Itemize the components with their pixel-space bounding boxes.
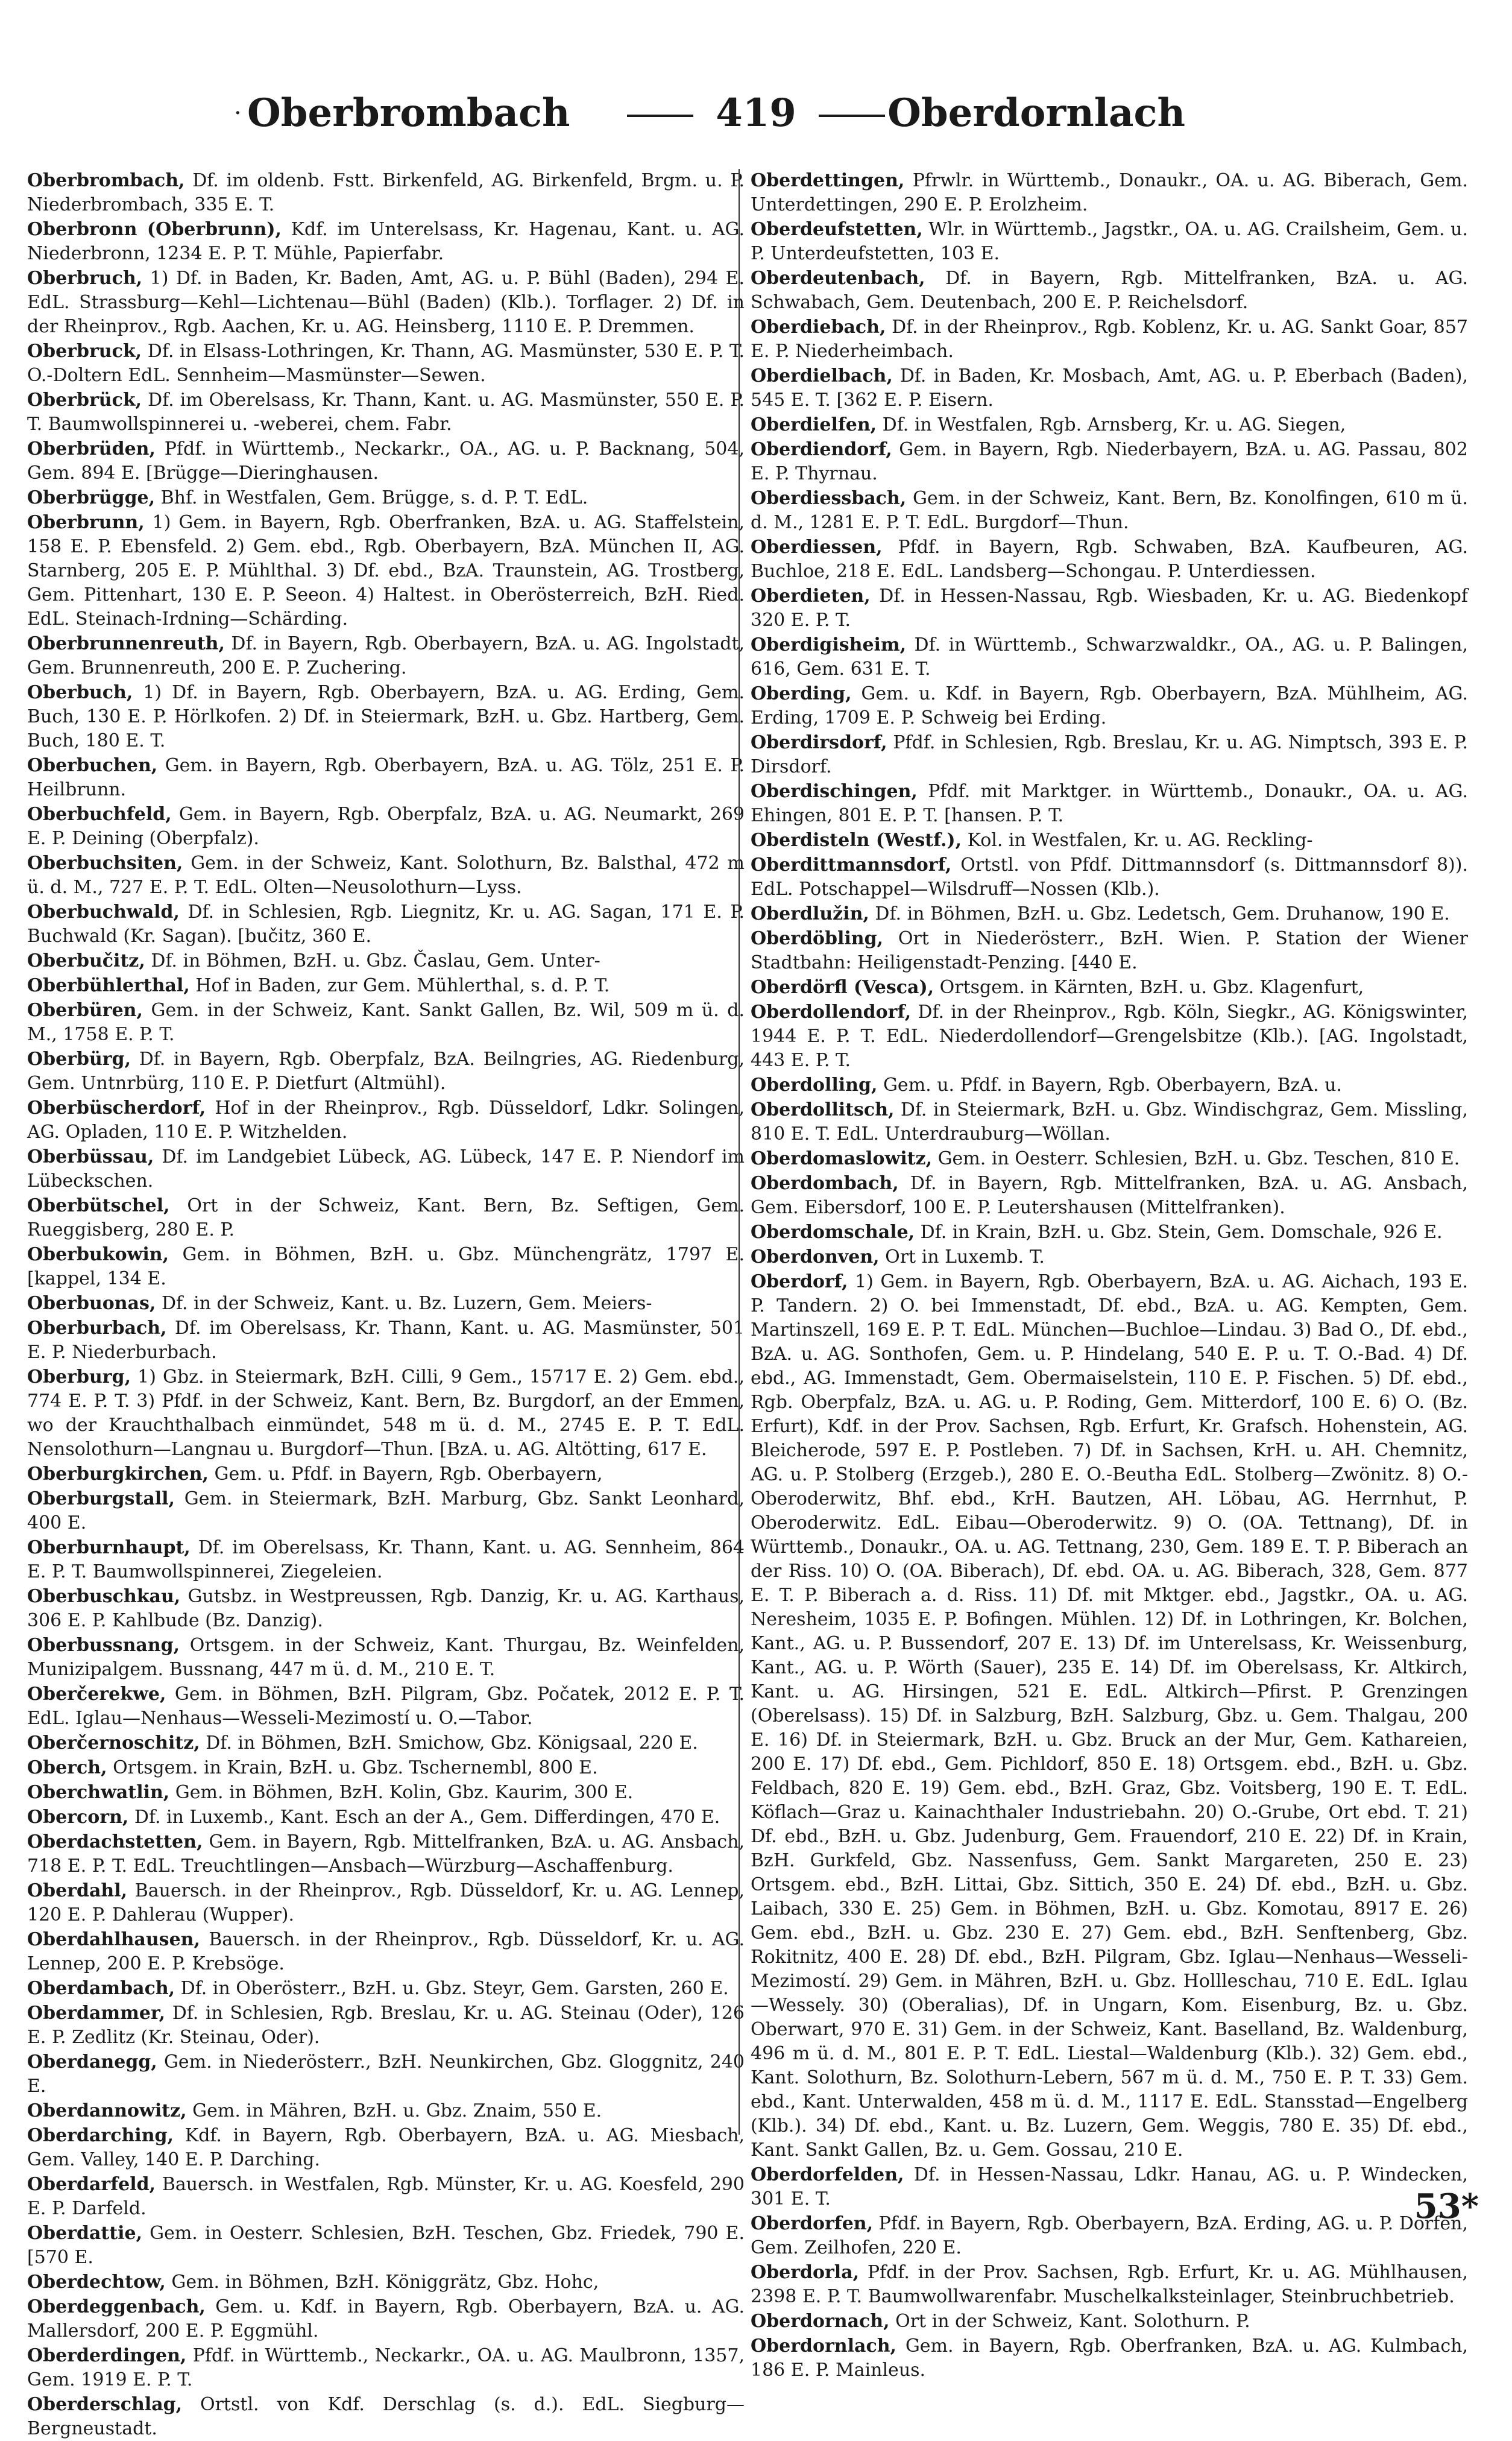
gazetteer-entry <box>751 1098 1468 1146</box>
entry-headword: Oberbrombach, <box>27 170 185 191</box>
entry-headword: Oberbussnang, <box>27 1635 180 1656</box>
gazetteer-entry <box>27 1096 745 1145</box>
gazetteer-entry <box>27 974 745 998</box>
gazetteer-entry <box>27 1830 745 1878</box>
gazetteer-entry <box>751 1270 1468 2162</box>
entry-text: Bauersch. in Westfalen, Rgb. Münster, Kr. u. AG. Koesfeld, 290 E. P. Darfeld. <box>27 2174 745 2219</box>
entry-text: Pfdf. in Bayern, Rgb. Oberbayern, BzA. Erding, AG. u. P. Dorfen, Gem. Zeilhofen, 220 E. <box>751 2213 1468 2258</box>
entry-text: Ortstl. von Kdf. Derschlag (s. d.). EdL. Siegburg—Bergneustadt. <box>27 2394 745 2439</box>
entry-headword: Oberbuchsiten, <box>27 853 183 874</box>
entry-text: Df. in Schlesien, Rgb. Breslau, Kr. u. AG. Steinau (Oder), 126 E. P. Zedlitz (Kr. Steinau, Oder). <box>27 2003 745 2048</box>
gazetteer-entry <box>27 1292 745 1316</box>
entry-text: Df. in Baden, Kr. Mosbach, Amt, AG. u. P. Eberbach (Baden), 545 E. T. [362 E. P. Eisern. <box>751 365 1468 411</box>
entry-text: 1) Gbz. in Steiermark, BzH. Cilli, 9 Gem., 15717 E. 2) Gem. ebd., 774 E. P. T. 3) Pfdf. in der Schweiz, Kant. Bern, Bz. Burgdorf, an der Emmen, wo der Krauchthalbach einmündet, 548 m ü. d. M., 2745 E. P. T. EdL. Nensolothurn—Langnau u. Burgdorf—Thun. [BzA. u. AG. Altötting, 617 E. <box>27 1366 745 1460</box>
entry-text: Wlr. in Württemb., Jagstkr., OA. u. AG. Crailsheim, Gem. u. P. Unterdeufstetten, 103 E. <box>751 219 1468 264</box>
entry-headword: Oberdammer, <box>27 2003 166 2024</box>
entry-text: Df. in Oberösterr., BzH. u. Gbz. Steyr, Gem. Garsten, 260 E. <box>180 1978 729 1999</box>
entry-text: Gem. in Bayern, Rgb. Oberbayern, BzA. u. AG. Tölz, 251 E. P. Heilbrunn. <box>27 755 745 800</box>
entry-text: Bauersch. in der Rheinprov., Rgb. Düsseldorf, Kr. u. AG. Lennep, 200 E. P. Krebsöge. <box>27 1929 745 1974</box>
gazetteer-entry <box>751 682 1468 730</box>
entry-headword: Oberdombach, <box>751 1173 899 1194</box>
entry-headword: Oberbučitz, <box>27 950 145 971</box>
entry-headword: Oberbütschel, <box>27 1195 170 1216</box>
entry-headword: Oberburnhaupt, <box>27 1537 191 1558</box>
entry-text: Gem. u. Pfdf. in Bayern, Rgb. Oberbayern, BzA. u. <box>883 1075 1342 1096</box>
gazetteer-entry <box>751 535 1468 584</box>
entry-headword: Oberchwatlin, <box>27 1782 170 1803</box>
entry-headword: Oberdirsdorf, <box>751 732 887 753</box>
gazetteer-entry <box>751 584 1468 633</box>
entry-text: Df. im Landgebiet Lübeck, AG. Lübeck, 147 E. P. Niendorf im Lübeckschen. <box>27 1146 745 1192</box>
entry-text: Gem. in Bayern, Rgb. Oberfranken, BzA. u. AG. Kulmbach, 186 E. P. Mainleus. <box>751 2335 1468 2381</box>
entry-headword: Oberbukowin, <box>27 1244 169 1265</box>
gazetteer-entry <box>751 1220 1468 1245</box>
entry-text: Gem. in Bayern, Rgb. Oberpfalz, BzA. u. AG. Neumarkt, 269 E. P. Deining (Oberpfalz). <box>27 804 745 849</box>
entry-text: Gem. in der Schweiz, Kant. Bern, Bz. Konolfingen, 610 m ü. d. M., 1281 E. P. T. EdL. Burgdorf—Thun. <box>751 488 1468 533</box>
gazetteer-entry <box>27 437 745 485</box>
entry-text: 1) Gem. in Bayern, Rgb. Oberbayern, BzA. u. AG. Aichach, 193 E. P. Tandern. 2) O. bei Immenstadt, Df. ebd., BzA. u. AG. Kempten, Gem. Martinszell, 169 E. P. T. EdL. München—Buchloe—Lindau. 3) Bad O., Df. ebd., BzA. u. AG. Sonthofen, Gem. u. P. Hindelang, 540 E. P. u. T. O.-Bad. 4) Df. ebd., AG. Immenstadt, Gem. Obermaiselstein, 110 E. P. Fischen. 5) Df. ebd., Rgb. Oberpfalz, BzA. u. AG. u. P. Roding, Gem. Mitterdorf, 100 E. 6) O. (Bz. Erfurt), Kdf. in der Prov. Sachsen, Rgb. Erfurt, Kr. Grafsch. Hohenstein, AG. Bleicherode, 597 E. P. Postleben. 7) Df. in Sachsen, KrH. u. AH. Chemnitz, AG. u. P. Stolberg (Erzgeb.), 280 E. O.-Beutha EdL. Stolberg—Zwönitz. 8) O.-Oberoderwitz, Bhf. ebd., KrH. Bautzen, AH. Löbau, AG. Herrnhut, P. Oberoderwitz. EdL. Eibau—Oberoderwitz. 9) O. (OA. Tettnang), Df. in Württemb., Donaukr., OA. u. AG. Tettnang, 230, Gem. 189 E. T. P. Biberach an der Riss. 10) O. (OA. Biberach), Df. ebd. OA. u. AG. Biberach, 328, Gem. 877 E. T. P. Biberach a. d. Riss. 11) Df. mit Mktger. ebd., Jagstkr., OA. u. AG. Neresheim, 1035 E. P. Bofingen. Mühlen. 12) Df. in Lothringen, Kr. Bolchen, Kant., AG. u. P. Bussendorf, 207 E. 13) Df. im Unterelsass, Kr. Weissenburg, Kant., AG. u. P. Wörth (Sauer), 235 E. 14) Df. im Oberelsass, Kr. Altkirch, Kant. u. AG. Hirsingen, 521 E. EdL. Altkirch—Pfirst. P. Grenzingen (Oberelsass). 15) Df. in Salzburg, BzH. Salzburg, Gbz. u. Gem. Thalgau, 200 E. 16) Df. in Steiermark, BzH. u. Gbz. Bruck an der Mur, Gem. Kathareien, 200 E. 17) Df. ebd., Gem. Pichldorf, 850 E. 18) Ortsgem. ebd., BzH. u. Gbz. Feldbach, 820 E. 19) Gem. ebd., BzH. Graz, Gbz. Voitsberg, 190 E. T. EdL. Köflach—Graz u. Kainachthaler Industriebahn. 20) O.-Grube, Ort ebd. T. 21) Df. ebd., BzH. u. Gbz. Judenburg, Gem. Frauendorf, 210 E. 22) Df. in Krain, BzH. Gurkfeld, Gbz. Nassenfuss, Gem. Sankt Margareten, 250 E. 23) Ortsgem. ebd., BzH. Littai, Gbz. Sittich, 350 E. 24) Df. ebd., BzH. u. Gbz. Laibach, 330 E. 25) Gem. in Böhmen, BzH. u. Gbz. Komotau, 8917 E. 26) Gem. ebd., BzH. u. Gbz. 230 E. 27) Gem. ebd., BzH. Senftenberg, Gbz. Rokitnitz, 400 E. 28) Df. ebd., BzH. Pilgram, Gbz. Iglau—Nenhaus—Wesseli-Mezimostí. 29) Gem. in Mähren, BzH. u. Gbz. Hollleschau, 710 E. EdL. Iglau—Wessely. 30) (Oberalias), Df. in Ungarn, Kom. Eisenburg, Bz. u. Gbz. Oberwart, 970 E. 31) Gem. in der Schweiz, Kant. Baselland, Bz. Waldenburg, 496 m ü. d. M., 801 E. P. T. EdL. Liestal—Waldenburg (Klb.). 32) Gem. ebd., Kant. Solothurn, Bz. Solothurn-Lebern, 567 m ü. d. M., 750 E. P. T. 33) Gem. ebd., Kant. Unterwalden, 458 m ü. d. M., 1117 E. EdL. Stansstad—Engelberg (Klb.). 34) Df. ebd., Kant. u. Bz. Luzern, Gem. Weggis, 780 E. 35) Df. ebd., Kant. Sankt Gallen, Bz. u. Gem. Gossau, 210 E. <box>751 1271 1469 2161</box>
entry-headword: Oberbrügge, <box>27 487 156 508</box>
entry-text: Df. in Hessen-Nassau, Ldkr. Hanau, AG. u. P. Windecken, 301 E. T. <box>751 2164 1468 2209</box>
entry-headword: Oberdettingen, <box>751 170 905 191</box>
entry-text: Bauersch. in der Rheinprov., Rgb. Düsseldorf, Kr. u. AG. Lennep, 120 E. P. Dahlerau (Wupper). <box>27 1880 745 1925</box>
gazetteer-entry <box>27 1536 745 1584</box>
gazetteer-entry <box>27 2270 745 2294</box>
gazetteer-entry <box>27 267 745 339</box>
gazetteer-entry <box>751 1073 1468 1097</box>
entry-headword: Oberdigisheim, <box>751 634 907 655</box>
gazetteer-entry <box>751 487 1468 535</box>
entry-headword: Oberčernoschitz, <box>27 1732 200 1754</box>
entry-text: Hof in der Rheinprov., Rgb. Düsseldorf, Ldkr. Solingen, AG. Opladen, 110 E. P. Witzhelden. <box>27 1097 745 1143</box>
gazetteer-entry <box>751 927 1468 975</box>
entry-text: Pfdf. in Bayern, Rgb. Schwaben, BzA. Kaufbeuren, AG. Buchloe, 218 E. EdL. Landsberg—Schongau. P. Unterdiessen. <box>751 537 1468 582</box>
entry-headword: Oberbrüden, <box>27 438 156 459</box>
gazetteer-entry <box>751 731 1468 779</box>
entry-text: Gem. in Böhmen, BzH. Königgrätz, Gbz. Hohc, <box>171 2272 599 2293</box>
entry-text: Gem. u. Kdf. in Bayern, Rgb. Oberbayern, BzA. u. AG. Mallersdorf, 200 E. P. Eggmühl. <box>27 2296 745 2342</box>
gazetteer-entry <box>751 169 1468 217</box>
gazetteer-entry <box>751 2163 1468 2211</box>
entry-headword: Oberdomaslowitz, <box>751 1148 933 1169</box>
gazetteer-entry <box>751 1147 1468 1171</box>
entry-headword: Oberdarching, <box>27 2125 174 2146</box>
entry-text: Gem. in der Schweiz, Kant. Solothurn, Bz. Balsthal, 472 m ü. d. M., 727 E. P. T. EdL. Olten—Neusolothurn—Lyss. <box>27 853 745 898</box>
gazetteer-entry <box>27 1756 745 1780</box>
entry-headword: Oberčerekwe, <box>27 1684 166 1705</box>
entry-text: Df. im Oberelsass, Kr. Thann, Kant. u. AG. Sennheim, 864 E. P. T. Baumwollspinnerei, Ziegeleien. <box>27 1537 745 1582</box>
entry-text: Gem. in der Schweiz, Kant. Sankt Gallen, Bz. Wil, 509 m ü. d. M., 1758 E. P. T. <box>27 1000 745 1045</box>
entry-text: Df. im Oberelsass, Kr. Thann, Kant. u. AG. Masmünster, 550 E. P. T. Baumwollspinnerei u. -weberei, chem. Fabr. <box>27 390 745 435</box>
gazetteer-entry <box>751 364 1468 412</box>
entry-text: Ortsgem. in der Schweiz, Kant. Thurgau, Bz. Weinfelden, Munizipalgem. Bussnang, 447 m ü. d. M., 210 E. T. <box>27 1635 745 1680</box>
gazetteer-entry <box>751 853 1468 902</box>
entry-headword: Oberdeufstetten, <box>751 219 923 240</box>
page-number: 419 <box>627 90 885 136</box>
gazetteer-entry <box>751 829 1468 853</box>
gazetteer-entry <box>27 2344 745 2392</box>
entry-headword: Oberdanegg, <box>27 2051 157 2073</box>
gazetteer-entry <box>27 2099 745 2123</box>
entry-headword: Oberdattie, <box>27 2223 143 2244</box>
entry-headword: Oberdahl, <box>27 1880 128 1901</box>
entry-text: Ortsgem. in Krain, BzH. u. Gbz. Tschernembl, 800 E. <box>113 1757 598 1778</box>
entry-headword: Obercorn, <box>27 1807 129 1828</box>
entry-headword: Oberdorf, <box>751 1271 848 1292</box>
gazetteer-entry <box>27 1243 745 1291</box>
entry-headword: Oberburg, <box>27 1366 131 1388</box>
entry-headword: Oberbronn (Oberbrunn), <box>27 219 282 240</box>
entry-headword: Oberbüren, <box>27 1000 143 1021</box>
entry-text: Ort in Niederösterr., BzH. Wien. P. Station der Wiener Stadtbahn: Heiligenstadt-Penzing. [440 E. <box>751 928 1468 973</box>
left-column <box>27 169 745 2439</box>
entry-text: Df. in der Rheinprov., Rgb. Köln, Siegkr., AG. Königswinter, 1944 E. P. T. EdL. Niederdollendorf—Grengelsbitze (Klb.). [AG. Ingolstadt, 443 E. P. T. <box>751 1002 1468 1071</box>
entry-text: Pfdf. mit Marktger. in Württemb., Donaukr., OA. u. AG. Ehingen, 801 E. P. T. [hansen. P. T. <box>751 781 1468 826</box>
page-header <box>0 90 1512 163</box>
entry-text: Gem. in Bayern, Rgb. Mittelfranken, BzA. u. AG. Ansbach, 718 E. P. T. EdL. Treuchtlingen—Ansbach—Würzburg—Aschaffenburg. <box>27 1831 745 1877</box>
gazetteer-entry <box>27 999 745 1047</box>
gazetteer-entry <box>751 413 1468 437</box>
gazetteer-entry <box>27 1487 745 1535</box>
entry-headword: Oberdorfelden, <box>751 2164 904 2185</box>
entry-headword: Oberbruck, <box>27 341 142 362</box>
entry-text: Df. in der Schweiz, Kant. u. Bz. Luzern, Gem. Meiers- <box>161 1293 652 1314</box>
entry-headword: Oberbüssau, <box>27 1146 154 1167</box>
header-dot: · <box>234 99 242 127</box>
entry-text: Pfrwlr. in Württemb., Donaukr., OA. u. AG. Biberach, Gem. Unterdettingen, 290 E. P. Erolzheim. <box>751 170 1469 215</box>
entry-text: Df. in Krain, BzH. u. Gbz. Stein, Gem. Domschale, 926 E. <box>920 1222 1443 1243</box>
entry-text: Df. in Hessen-Nassau, Rgb. Wiesbaden, Kr. u. AG. Biedenkopf 320 E. P. T. <box>751 586 1468 631</box>
sheet-signature: 53* <box>1414 2187 1479 2226</box>
entry-headword: Oberbürg, <box>27 1049 131 1070</box>
entry-headword: Oberdornlach, <box>751 2335 896 2357</box>
entry-headword: Oberdahlhausen, <box>27 1929 200 1950</box>
entry-headword: Oberdieten, <box>751 586 871 607</box>
gazetteer-entry <box>27 1194 745 1242</box>
entry-text: Gem. in Bayern, Rgb. Niederbayern, BzA. u. AG. Passau, 802 E. P. Thyrnau. <box>751 439 1468 484</box>
gazetteer-entry <box>27 2001 745 2050</box>
gazetteer-entry <box>751 780 1468 828</box>
entry-headword: Oberding, <box>751 683 852 704</box>
entry-headword: Oberdiebach, <box>751 317 886 338</box>
gazetteer-entry <box>27 1316 745 1365</box>
gazetteer-entry <box>27 754 745 802</box>
entry-text: Gutsbz. in Westpreussen, Rgb. Danzig, Kr. u. AG. Karthaus, 306 E. P. Kahlbude (Bz. Danzig). <box>27 1586 745 1631</box>
entry-headword: Oberdisteln (Westf.), <box>751 830 962 851</box>
gazetteer-entry <box>27 1928 745 1976</box>
entry-headword: Oberbüscherdorf, <box>27 1097 206 1119</box>
entry-text: Gem. in Oesterr. Schlesien, BzH. u. Gbz. Teschen, 810 E. <box>937 1148 1460 1169</box>
entry-text: Df. in Elsass-Lothringen, Kr. Thann, AG. Masmünster, 530 E. P. T. O.-Doltern EdL. Sennheim—Masmünster—Sewen. <box>27 341 745 386</box>
gazetteer-entry <box>27 339 745 388</box>
entry-text: 1) Df. in Bayern, Rgb. Oberbayern, BzA. u. AG. Erding, Gem. Buch, 130 E. P. Hörlkofen. 2) Df. in Steiermark, BzH. u. Gbz. Hartberg, Gem. Buch, 180 E. T. <box>27 682 745 751</box>
gazetteer-entry <box>27 1047 745 1096</box>
entry-headword: Oberdachstetten, <box>27 1831 203 1852</box>
gazetteer-entry <box>27 486 745 510</box>
entry-text: Df. in Bayern, Rgb. Oberbayern, BzA. u. AG. Ingolstadt, Gem. Brunnenreuth, 200 E. P. Zuchering. <box>27 633 745 678</box>
entry-headword: Oberdeggenbach, <box>27 2296 206 2317</box>
entry-headword: Oberdannowitz, <box>27 2100 187 2121</box>
entry-headword: Oberdomschale, <box>751 1222 915 1243</box>
entry-text: Gem. u. Pfdf. in Bayern, Rgb. Oberbayern, <box>214 1464 603 1485</box>
entry-headword: Oberbuchwald, <box>27 902 180 923</box>
entry-text: Pfdf. in Schlesien, Rgb. Breslau, Kr. u. AG. Nimptsch, 393 E. P. Dirsdorf. <box>751 732 1468 777</box>
entry-headword: Oberburgkirchen, <box>27 1464 209 1485</box>
entry-headword: Oberburgstall, <box>27 1488 175 1509</box>
column-divider <box>739 169 740 2135</box>
entry-text: Bhf. in Westfalen, Gem. Brügge, s. d. P. T. EdL. <box>160 487 588 508</box>
entry-text: Pfdf. in Württemb., Neckarkr., OA. u. AG. Maulbronn, 1357, Gem. 1919 E. P. T. <box>27 2345 745 2390</box>
gazetteer-entry <box>27 388 745 437</box>
gazetteer-entry <box>27 2124 745 2172</box>
entry-headword: Oberdorfen, <box>751 2213 874 2234</box>
entry-text: Gem. in Böhmen, BzH. u. Gbz. Münchengrätz, 1797 E. [kappel, 134 E. <box>27 1244 745 1289</box>
entry-headword: Oberdiendorf, <box>751 439 892 460</box>
gazetteer-entry <box>27 2393 745 2441</box>
gazetteer-entry <box>27 632 745 680</box>
entry-headword: Oberbrunn, <box>27 512 145 533</box>
entry-text: Df. in Bayern, Rgb. Mittelfranken, BzA. u. AG. Schwabach, Gem. Deutenbach, 200 E. P. Reichelsdorf. <box>751 268 1468 313</box>
entry-text: Gem. u. Kdf. in Bayern, Rgb. Oberbayern, BzA. Mühlheim, AG. Erding, 1709 E. P. Schweig bei Erding. <box>751 683 1468 728</box>
entry-headword: Oberdollitsch, <box>751 1099 895 1120</box>
gazetteer-entry <box>751 2334 1468 2383</box>
gazetteer-entry <box>751 315 1468 364</box>
entry-headword: Oberdollendorf, <box>751 1002 912 1023</box>
entry-headword: Oberdiessen, <box>751 537 883 558</box>
entry-headword: Oberdonven, <box>751 1246 880 1268</box>
entry-text: Kdf. in Bayern, Rgb. Oberbayern, BzA. u. AG. Miesbach, Gem. Valley, 140 E. P. Darching. <box>27 2125 745 2170</box>
entry-text: Hof in Baden, zur Gem. Mühlerthal, s. d. P. T. <box>195 975 610 996</box>
gazetteer-entry <box>751 1000 1468 1073</box>
entry-text: Gem. in Böhmen, BzH. Pilgram, Gbz. Počatek, 2012 E. P. T. EdL. Iglau—Nenhaus—Wesseli-Mezimostí u. O.—Tabor. <box>27 1684 745 1729</box>
gazetteer-entry <box>27 1585 745 1633</box>
entry-text: Df. im oldenb. Fstt. Birkenfeld, AG. Birkenfeld, Brgm. u. P. Niederbrombach, 335 E. T. <box>27 170 745 215</box>
entry-headword: Oberburbach, <box>27 1318 167 1339</box>
entry-text: Df. in Böhmen, BzH. u. Gbz. Ledetsch, Gem. Druhanow, 190 E. <box>875 903 1450 924</box>
gazetteer-entry <box>27 1781 745 1805</box>
entry-headword: Oberdittmannsdorf, <box>751 854 952 876</box>
entry-text: Df. in Böhmen, BzH. u. Gbz. Časlau, Gem. Unter- <box>151 950 600 971</box>
entry-text: Gem. in Mähren, BzH. u. Gbz. Znaim, 550 E. <box>192 2100 602 2121</box>
gazetteer-entry <box>27 851 745 900</box>
entry-headword: Oberdöbling, <box>751 928 883 949</box>
entry-text: Df. im Oberelsass, Kr. Thann, Kant. u. AG. Masmünster, 501 E. P. Niederburbach. <box>27 1318 745 1363</box>
entry-text: Df. in Westfalen, Rgb. Arnsberg, Kr. u. AG. Siegen, <box>882 414 1346 435</box>
entry-headword: Oberdörfl (Vesca), <box>751 977 934 998</box>
gazetteer-entry <box>27 1462 745 1486</box>
entry-headword: Oberdlužin, <box>751 903 869 924</box>
entry-headword: Oberdischingen, <box>751 781 918 802</box>
gazetteer-entry <box>751 1245 1468 1269</box>
entry-text: Gem. in Oesterr. Schlesien, BzH. Teschen, Gbz. Friedek, 790 E. [570 E. <box>27 2223 745 2268</box>
entry-headword: Oberdarfeld, <box>27 2174 156 2195</box>
entry-headword: Oberbühlerthal, <box>27 975 190 996</box>
entry-headword: Oberdiessbach, <box>751 488 907 509</box>
entry-headword: Oberdielbach, <box>751 365 893 387</box>
entry-headword: Oberdorla, <box>751 2262 860 2283</box>
entry-text: Pfdf. in der Prov. Sachsen, Rgb. Erfurt, Kr. u. AG. Mühlhausen, 2398 E. P. T. Baumwollwarenfabr. Muschelkalksteinlager, Steinbruchbetrieb. <box>751 2262 1468 2307</box>
gazetteer-entry <box>27 1879 745 1927</box>
entry-headword: Oberderschlag, <box>27 2394 183 2415</box>
entry-text: Gem. in Steiermark, BzH. Marburg, Gbz. Sankt Leonhard, 400 E. <box>27 1488 745 1533</box>
gazetteer-entry <box>27 169 745 217</box>
entry-headword: Oberdambach, <box>27 1978 175 1999</box>
entry-headword: Oberbuchfeld, <box>27 804 172 825</box>
header-first-entry: Oberbrombach <box>247 90 570 136</box>
entry-text: Gem. in Niederösterr., BzH. Neunkirchen, Gbz. Gloggnitz, 240 E. <box>27 2051 745 2097</box>
entry-headword: Oberdolling, <box>751 1075 878 1096</box>
gazetteer-entry <box>751 1172 1468 1220</box>
entry-headword: Oberdornach, <box>751 2311 890 2332</box>
header-last-entry: Oberdornlach <box>887 90 1185 136</box>
entry-text: Kdf. im Unterelsass, Kr. Hagenau, Kant. u. AG. Niederbronn, 1234 E. P. T. Mühle, Papierfabr. <box>27 219 745 264</box>
entry-headword: Oberbrunnenreuth, <box>27 633 225 654</box>
entry-text: Df. in Steiermark, BzH. u. Gbz. Windischgraz, Gem. Missling, 810 E. T. EdL. Unterdrauburg—Wöllan. <box>751 1099 1468 1145</box>
entry-text: Ort in Luxemb. T. <box>885 1246 1045 1268</box>
entry-text: Df. in Württemb., Schwarzwaldkr., OA., AG. u. P. Balingen, 616, Gem. 631 E. T. <box>751 634 1468 680</box>
entry-text: Df. in Böhmen, BzH. Smichow, Gbz. Königsaal, 220 E. <box>206 1732 698 1754</box>
gazetteer-entry <box>27 218 745 266</box>
entry-headword: Oberbuonas, <box>27 1293 156 1314</box>
entry-headword: Oberdielfen, <box>751 414 877 435</box>
entry-headword: Oberdeutenbach, <box>751 268 925 289</box>
entry-text: 1) Df. in Baden, Kr. Baden, Amt, AG. u. P. Bühl (Baden), 294 E. EdL. Strassburg—Kehl—Lichtenau—Bühl (Baden) (Klb.). Torflager. 2) Df. in der Rheinprov., Rgb. Aachen, Kr. u. AG. Heinsberg, 1110 E. P. Dremmen. <box>27 268 745 337</box>
entry-headword: Oberdechtow, <box>27 2272 166 2293</box>
entry-text: Df. in der Rheinprov., Rgb. Koblenz, Kr. u. AG. Sankt Goar, 857 E. P. Niederheimbach. <box>751 317 1468 362</box>
gazetteer-entry <box>27 900 745 949</box>
gazetteer-entry <box>751 902 1468 926</box>
gazetteer-entry <box>751 2261 1468 2309</box>
gazetteer-entry <box>751 267 1468 315</box>
gazetteer-entry <box>27 2050 745 2098</box>
entry-text: Ortstl. von Pfdf. Dittmannsdorf (s. Dittmannsdorf 8)). EdL. Potschappel—Wilsdruff—Nossen (Klb.). <box>751 854 1468 900</box>
gazetteer-entry <box>751 2212 1468 2260</box>
gazetteer-entry <box>27 1805 745 1830</box>
entry-headword: Oberch, <box>27 1757 107 1778</box>
entry-text: Ortsgem. in Kärnten, BzH. u. Gbz. Klagenfurt, <box>939 977 1364 998</box>
gazetteer-entry <box>27 1731 745 1755</box>
gazetteer-entry <box>27 803 745 851</box>
gazetteer-entry <box>27 1145 745 1193</box>
entry-headword: Oberbruch, <box>27 268 143 289</box>
entry-text: Df. in Luxemb., Kant. Esch an der A., Gem. Differdingen, 470 E. <box>134 1807 720 1828</box>
gazetteer-entry <box>27 1977 745 2001</box>
entry-headword: Oberbuschkau, <box>27 1586 181 1607</box>
gazetteer-entry <box>751 633 1468 681</box>
entry-text: Df. in Schlesien, Rgb. Liegnitz, Kr. u. AG. Sagan, 171 E. P. Buchwald (Kr. Sagan). [bučitz, 360 E. <box>27 902 745 947</box>
gazetteer-entry <box>27 2222 745 2270</box>
gazetteer-entry <box>27 1634 745 1682</box>
entry-text: Pfdf. in Württemb., Neckarkr., OA., AG. u. P. Backnang, 504, Gem. 894 E. [Brügge—Dieringhausen. <box>27 438 745 484</box>
gazetteer-entry <box>27 1365 745 1462</box>
entry-text: Df. in Bayern, Rgb. Mittelfranken, BzA. u. AG. Ansbach, Gem. Eibersdorf, 100 E. P. Leutershausen (Mittelfranken). <box>751 1173 1468 1218</box>
entry-text: Ort in der Schweiz, Kant. Solothurn. P. <box>895 2311 1250 2332</box>
gazetteer-entry <box>27 949 745 973</box>
gazetteer-entry <box>751 976 1468 1000</box>
entry-text: Kol. in Westfalen, Kr. u. AG. Reckling- <box>967 830 1313 851</box>
gazetteer-entry <box>27 511 745 631</box>
gazetteer-entry <box>27 2295 745 2343</box>
entry-headword: Oberbuchen, <box>27 755 158 776</box>
gazetteer-entry <box>751 438 1468 486</box>
entry-headword: Oberbrück, <box>27 390 142 411</box>
gazetteer-entry <box>751 2310 1468 2334</box>
entry-text: Df. in Bayern, Rgb. Oberpfalz, BzA. Beilngries, AG. Riedenburg, Gem. Untnrbürg, 110 E. P. Dietfurt (Altmühl). <box>27 1049 745 1094</box>
gazetteer-entry <box>27 2173 745 2221</box>
entry-text: Ort in der Schweiz, Kant. Bern, Bz. Seftigen, Gem. Rueggisberg, 280 E. P. <box>27 1195 745 1240</box>
gazetteer-entry <box>751 218 1468 266</box>
gazetteer-entry <box>27 681 745 753</box>
entry-headword: Oberbuch, <box>27 682 133 703</box>
entry-text: 1) Gem. in Bayern, Rgb. Oberfranken, BzA. u. AG. Staffelstein, 158 E. P. Ebensfeld. 2) Gem. ebd., Rgb. Oberbayern, BzA. München II, AG. Starnberg, 205 E. P. Mühlthal. 3) Df. ebd., BzA. Traunstein, AG. Trostberg, Gem. Pittenhart, 130 E. P. Seeon. 4) Haltest. in Oberösterreich, BzH. Ried. EdL. Steinach-Irdning—Schärding. <box>27 512 745 630</box>
entry-headword: Oberderdingen, <box>27 2345 187 2366</box>
gazetteer-entry <box>27 1682 745 1731</box>
entry-text: Gem. in Böhmen, BzH. Kolin, Gbz. Kaurim, 300 E. <box>175 1782 634 1803</box>
